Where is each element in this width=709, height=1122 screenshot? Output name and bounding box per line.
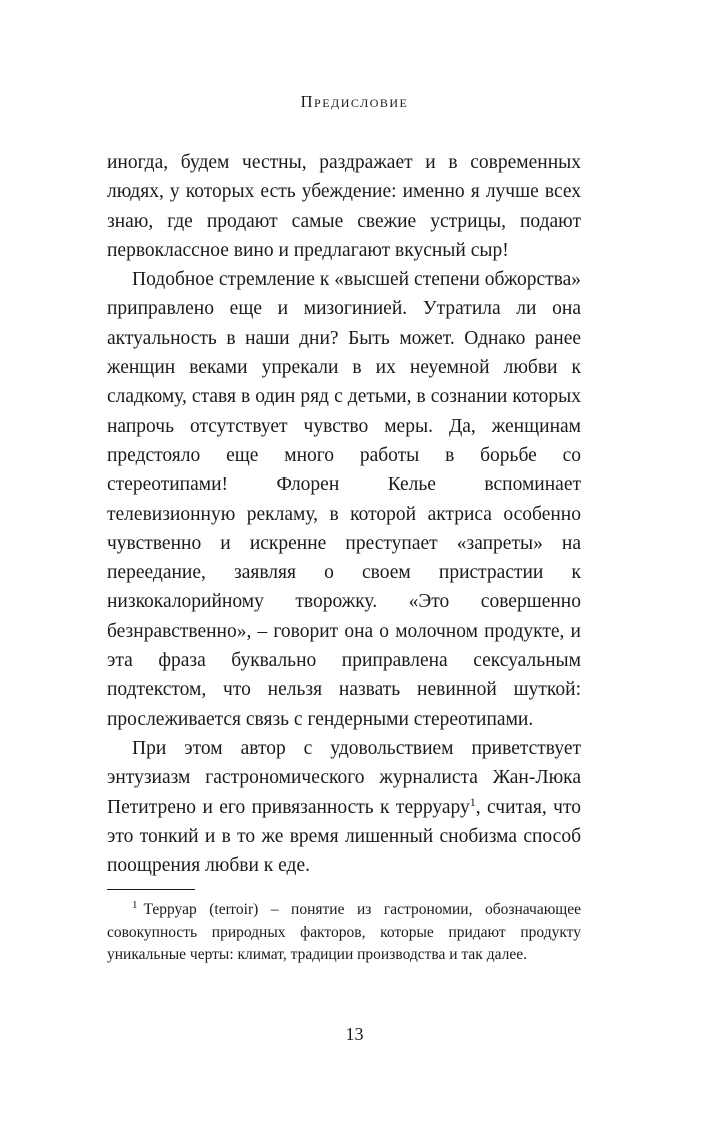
footnote-text: Терруар (terroir) – понятие из гастрономии, обозначающее совокупность природных факторов, которые придают продукту уникальные черты: климат, традиции производства и так далее. [107,901,581,963]
paragraph-1: иногда, будем честны, раздражает и в современных людях, у которых есть убеждение: именно я лучше всех знаю, где продают самые свежие устрицы, подают первоклассное вино и предлагают вкусный сыр! [107,152,581,261]
body-text [107,148,581,880]
paragraph-3-text-b: , считая, что это тонкий и в то же время лишенный снобизма способ поощрения любви к еде. [107,796,581,877]
footnote-reference[interactable]: 1 [469,794,476,809]
page-number: 13 [345,1024,364,1044]
footnote-mark: 1 [132,899,138,911]
running-head: Предисловие [300,92,409,111]
paragraph-2: Подобное стремление к «высшей степени обжорства» приправлено еще и мизогинией. Утратила ли она актуальность в наши дни? Быть может. Однако ранее женщин веками упрекали в их неуемной любви к сладкому, ставя в один ряд с детьми, в сознании которых напрочь отсутствует чувство меры. Да, женщинам предстояло еще много работы в борьбе со стереотипами! Флорен Келье вспоминает телевизионную рекламу, в которой актриса особенно чувственно и искренне преступает «запреты» на переедание, заявляя о своем пристрастии к низкокалорийному творожку. «Это совершенно безнравственно», – говорит она о молочном продукте, и эта фраза буквально приправлена сексуальным подтекстом, что нельзя назвать невинной шуткой: прослеживается связь с гендерными стереотипами. [107,269,581,730]
footnote-divider [107,889,195,890]
footnote [107,899,581,967]
paragraph-3 [107,734,581,880]
paragraph-3-text-a: При этом автор с удовольствием приветствует энтузиазм гастрономического журналиста Жан-Люка Петитрено и его привязанность к терруару [107,737,581,818]
